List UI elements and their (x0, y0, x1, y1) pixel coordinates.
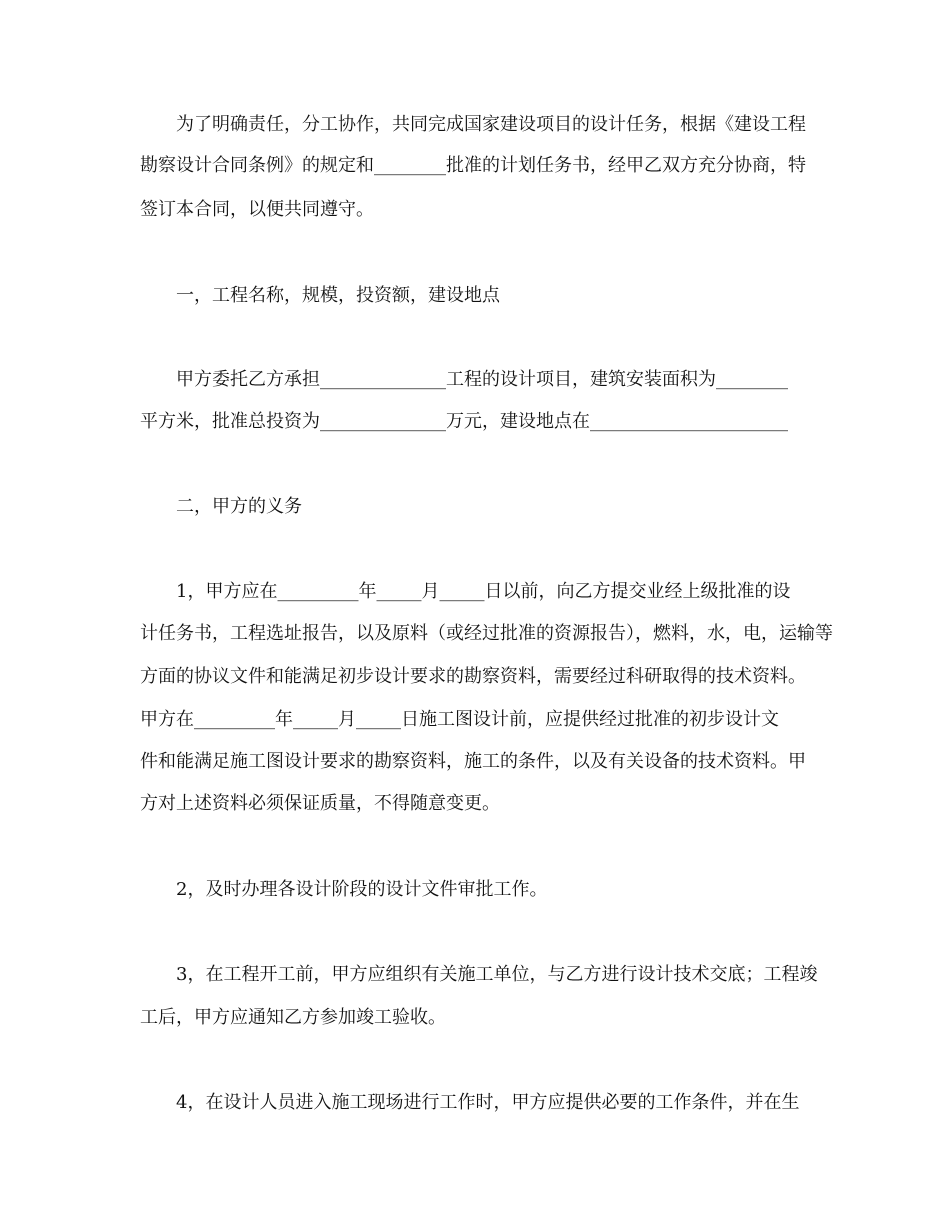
item3-line-1: 3，在工程开工前，甲方应组织有关施工单位，与乙方进行设计技术交底；工程竣 (176, 964, 818, 985)
section1-line-1: 甲方委托乙方承担______________工程的设计项目，建筑安装面积为________ (176, 369, 788, 390)
item1-line-5: 件和能满足施工图设计要求的勘察资料，施工的条件，以及有关设备的技术资料。甲 (140, 751, 806, 772)
item4-line-1: 4，在设计人员进入施工现场进行工作时，甲方应提供必要的工作条件，并在生 (176, 1092, 800, 1113)
item1-line-6: 方对上述资料必须保证质量，不得随意变更。 (140, 793, 500, 814)
item1-line-3: 方面的协议文件和能满足初步设计要求的勘察资料，需要经过科研取得的技术资料。 (140, 666, 806, 687)
item1-line-4: 甲方在_________年_____月_____日施工图设计前，应提供经过批准的初步设计文 (140, 709, 779, 730)
item1-line-2: 计任务书，工程选址报告，以及原料（或经过批准的资源报告），燃料，水，电，运输等 (140, 623, 833, 644)
item1-line-1: 1，甲方应在_________年_____月_____日以前，向乙方提交业经上级批准的设 (176, 581, 791, 602)
preamble-line-2: 勘察设计合同条例》的规定和________批准的计划任务书，经甲乙双方充分协商，特 (140, 155, 806, 176)
section1-heading: 一，工程名称，规模，投资额，建设地点 (176, 285, 500, 306)
preamble-line-1: 为了明确责任，分工协作，共同完成国家建设项目的设计任务，根据《建设工程 (176, 114, 806, 135)
item2-line-1: 2，及时办理各设计阶段的设计文件审批工作。 (176, 879, 548, 900)
section2-heading: 二，甲方的义务 (176, 496, 302, 517)
section1-line-2: 平方米，批准总投资为______________万元，建设地点在______________________ (140, 411, 788, 432)
item3-line-2: 工后，甲方应通知乙方参加竣工验收。 (140, 1007, 446, 1028)
preamble-line-3: 签订本合同，以便共同遵守。 (140, 199, 374, 220)
